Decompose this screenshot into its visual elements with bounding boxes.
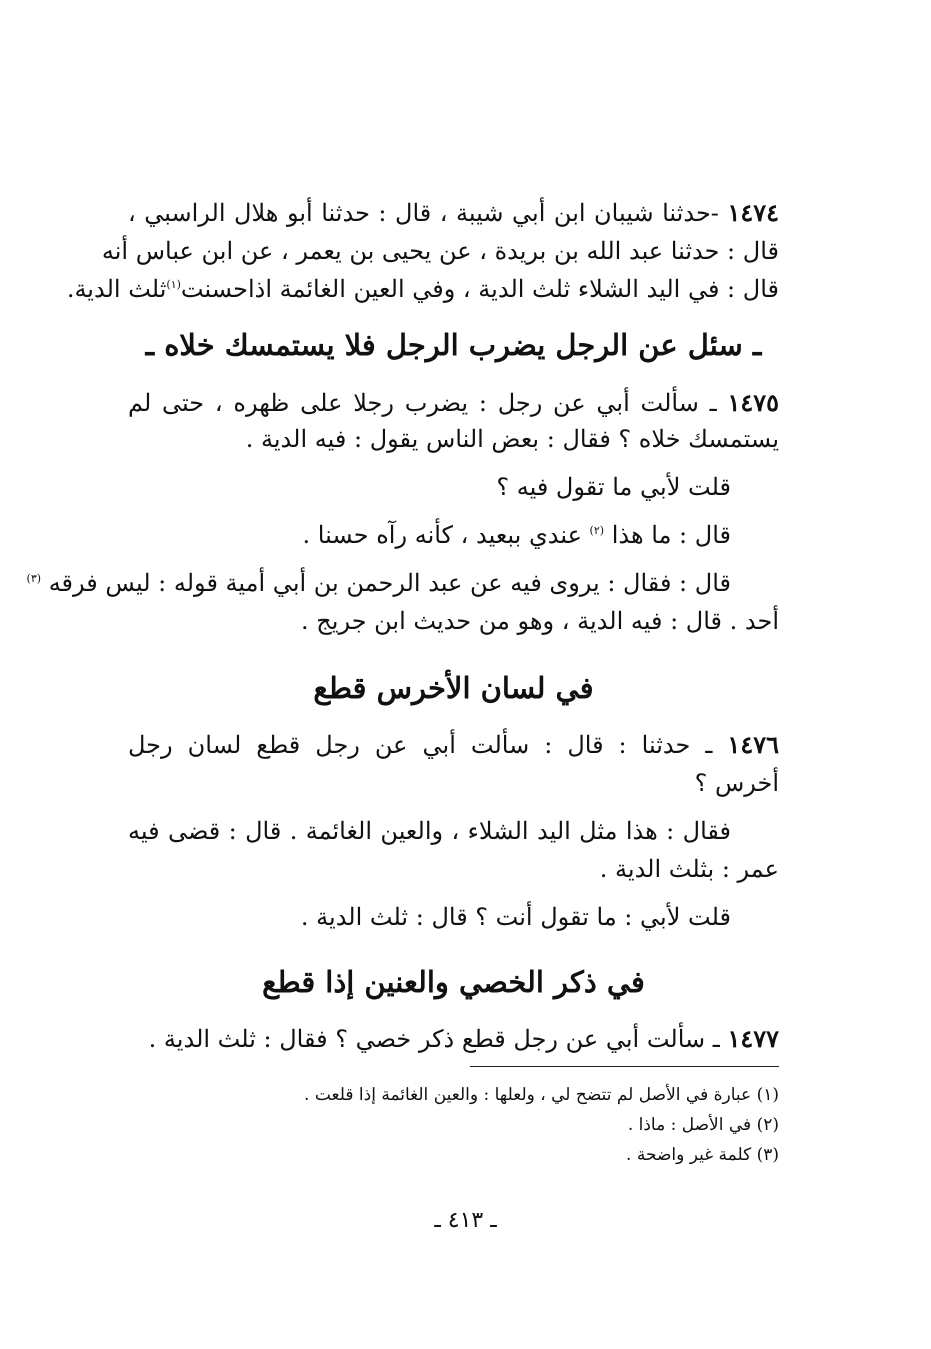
paragraph-1475-line-6: أحد . قال : فيه الدية ، وهو من حديث ابن جريج . [301,607,779,635]
paragraph-1476-line-1: ١٤٧٦ ـ حدثنا : قال : سألت أبي عن رجل قطع لسان رجل [128,730,779,759]
paragraph-number: ١٤٧٦ [727,730,779,759]
footnote-3: (٣) كلمة غير واضحة . [626,1145,779,1165]
paragraph-number: ١٤٧٧ [727,1024,779,1053]
footnote-2: (٢) في الأصل : ماذا . [627,1115,779,1135]
paragraph-1476-line-3: فقال : هذا مثل اليد الشلاء ، والعين الغائمة . قال : قضى فيه [128,817,731,845]
paragraph-1477-line-1: ١٤٧٧ ـ سألت أبي عن رجل قطع ذكر خصي ؟ فقال : ثلث الدية . [148,1024,779,1053]
paragraph-1475-line-1: ١٤٧٥ ـ سألت أبي عن رجل : يضرب رجلا على ظهره ، حتى لم [128,388,779,417]
section-heading: في لسان الأخرس قطع [313,671,594,705]
paragraph-1475-line-2: يستمسك خلاه ؟ فقال : بعض الناس يقول : فيه الدية . [245,425,779,453]
footnote-ref: (٣) [26,572,42,585]
page-number: ـ ٤١٣ ـ [434,1208,497,1233]
paragraph-1474-line-1: ١٤٧٤ -حدثنا شيبان ابن أبي شيبة ، قال : حدثنا أبو هلال الراسبي ، [128,198,779,227]
paragraph-1474-line-3: قال : في اليد الشلاء ثلث الدية ، وفي العين الغائمة اذاحسنت$^{(١)}$ثلث الدية. [66,275,779,303]
paragraph-1475-line-3: قلت لأبي ما تقول فيه ؟ [496,473,731,501]
footnote-ref: (٢) [589,524,605,537]
paragraph-number: ١٤٧٤ [727,198,779,227]
footnote-ref: (١) [166,278,181,291]
paragraph-1475-line-4: قال : ما هذا $^{(٢)}$ عندي ببعيد ، كأنه رآه حسنا . [302,521,731,549]
section-heading: في ذكر الخصي والعنين إذا قطع [262,965,645,999]
footnote-divider [470,1066,779,1067]
paragraph-1474-line-2: قال : حدثنا عبد الله بن بريدة ، عن يحيى بن يعمر ، عن ابن عباس أنه [101,237,779,265]
paragraph-1476-line-5: قلت لأبي : ما تقول أنت ؟ قال : ثلث الدية . [300,903,731,931]
footnote-1: (١) عبارة في الأصل لم تتضح لي ، ولعلها : والعين الغائمة إذا قلعت . [304,1085,779,1105]
paragraph-1476-line-2: أخرس ؟ [694,769,779,797]
section-heading: ـ سئل عن الرجل يضرب الرجل فلا يستمسك خلاه ـ [145,328,762,362]
paragraph-number: ١٤٧٥ [727,388,779,417]
paragraph-1475-line-5: قال : فقال : يروى فيه عن عبد الرحمن بن أبي أمية قوله : ليس فرقه $^{(٣)}$ [26,569,731,597]
paragraph-1476-line-4: عمر : بثلث الدية . [599,855,779,883]
